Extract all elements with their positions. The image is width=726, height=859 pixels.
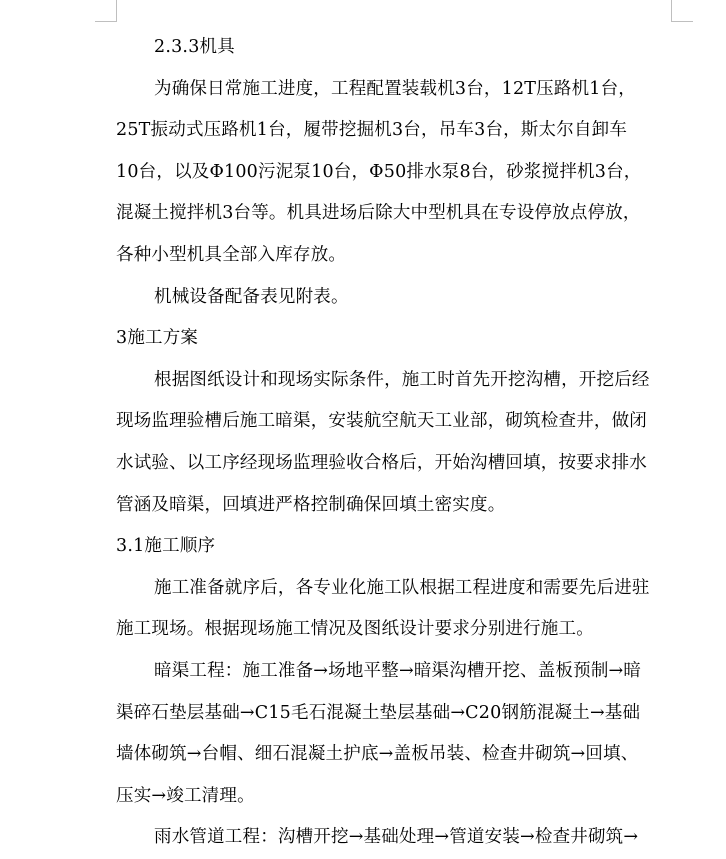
heading-3-1: 3.1施工顺序 — [116, 536, 216, 557]
crop-mark-top-left-vertical — [116, 0, 117, 22]
text-line: 混凝土搅拌机3台等。机具进场后除大中型机具在专设停放点停放， — [116, 203, 641, 224]
document-body — [116, 27, 676, 859]
text-line: 管涵及暗渠，回填进严格控制确保回填土密实度。 — [116, 494, 506, 515]
text-line: 施工现场。根据现场施工情况及图纸设计要求分别进行施工。 — [116, 619, 594, 640]
crop-mark-top-right-horizontal — [671, 21, 693, 22]
text-line: 现场监理验槽后施工暗渠，安装航空航天工业部，砌筑检查井，做闭 — [116, 411, 647, 432]
text-line: 根据图纸设计和现场实际条件，施工时首先开挖沟槽，开挖后经 — [154, 369, 650, 390]
heading-2-3-3: 2.3.3机具 — [154, 37, 235, 57]
text-line: 各种小型机具全部入库存放。 — [116, 244, 347, 265]
text-line: 压实→竣工清理。 — [116, 785, 255, 806]
text-line: 水试验、以工序经现场监理验收合格后，开始沟槽回填，按要求排水 — [116, 452, 647, 473]
text-line: 渠碎石垫层基础→C15毛石混凝土垫层基础→C20钢筋混凝土→基础 — [116, 702, 641, 723]
text-line: 墙体砌筑→台帽、细石混凝土护底→盖板吊装、检查井砌筑→回填、 — [116, 744, 639, 765]
heading-3: 3施工方案 — [116, 328, 199, 349]
text-line: 10台，以及Φ100污泥泵10台，Φ50排水泵8台，砂浆搅拌机3台， — [116, 161, 642, 182]
text-line: 25T振动式压路机1台，履带挖掘机3台，吊车3台，斯太尔自卸车 — [116, 120, 628, 141]
text-line: 雨水管道工程：沟槽开挖→基础处理→管道安装→检查井砌筑→ — [154, 827, 639, 848]
text-line: 为确保日常施工进度，工程配置装载机3台，12T压路机1台， — [154, 78, 637, 99]
text-line: 施工准备就序后，各专业化施工队根据工程进度和需要先后进驻 — [154, 577, 650, 598]
text-line: 暗渠工程：施工准备→场地平整→暗渠沟槽开挖、盖板预制→暗 — [154, 660, 642, 681]
crop-mark-top-left-horizontal — [95, 21, 117, 22]
crop-mark-top-right-vertical — [671, 0, 672, 22]
text-line: 机械设备配备表见附表。 — [154, 286, 349, 307]
